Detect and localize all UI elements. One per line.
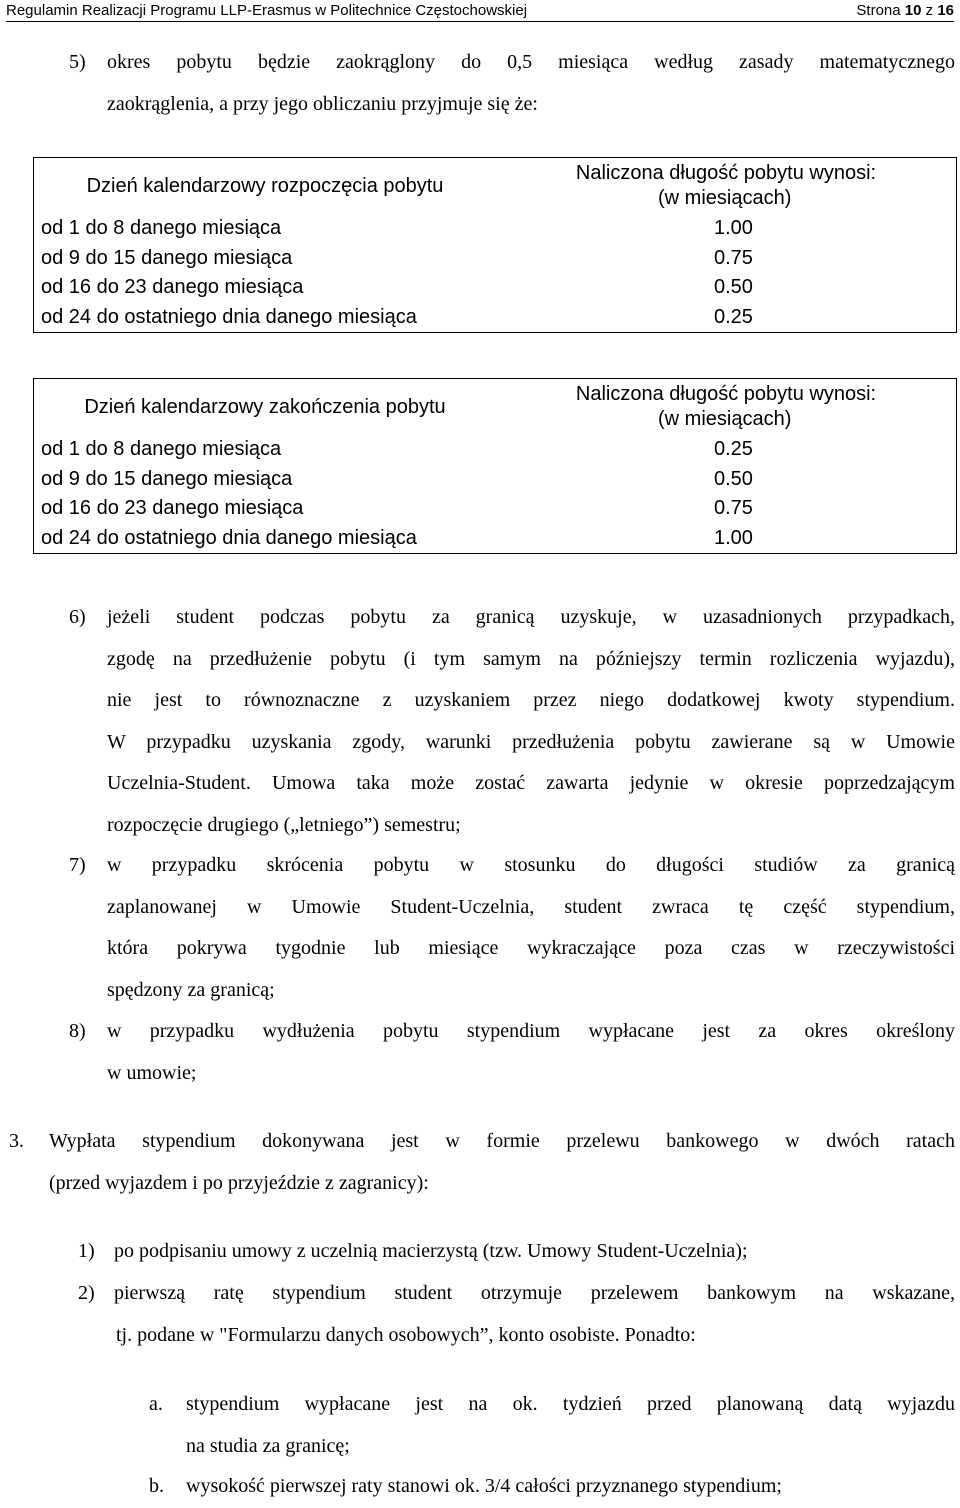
table-cell-value: 0.25	[714, 438, 753, 460]
sub-item-line: na studia za granicę;	[186, 1434, 350, 1457]
table-cell-value: 0.50	[714, 276, 753, 298]
table-row	[34, 494, 956, 524]
table-row	[34, 273, 956, 303]
table-header-day: Dzień kalendarzowy rozpoczęcia pobytu	[86, 174, 444, 197]
section-marker: 3.	[9, 1130, 24, 1152]
sub-item-marker: 1)	[78, 1240, 95, 1262]
sub-item-b	[149, 1466, 955, 1508]
item-6	[69, 597, 955, 846]
item-line: zaokrąglenia, a przy jego obliczaniu przyjmuje się że:	[107, 92, 538, 115]
sub-item-line: tj. podane w "Formularzu danych osobowych”, konto osobiste. Ponadto:	[116, 1323, 696, 1346]
section-3	[9, 1121, 955, 1204]
table-cell-value: 1.00	[714, 526, 753, 549]
page-total: 16	[937, 2, 954, 19]
table-header-length: Naliczona długość pobytu wynosi: (w miesiącach)	[575, 162, 877, 209]
item-line: zaplanowanej w Umowie Student-Uczelnia, student zwraca tę część stypendium,	[107, 895, 955, 918]
item-line: nie jest to równoznaczne z uzyskaniem przez niego dodatkowej kwoty stypendium.	[107, 689, 955, 711]
item-line: spędzony za granicą;	[107, 978, 275, 1001]
item-marker: 6)	[69, 606, 86, 628]
section-line: Wypłata stypendium dokonywana jest w formie przelewu bankowego w dwóch ratach	[49, 1130, 955, 1152]
item-line: w przypadku skrócenia pobytu w stosunku do długości studiów za granicą	[107, 854, 955, 876]
table-cell-value: 0.75	[714, 246, 753, 269]
page-current: 10	[904, 2, 922, 19]
table-cell-value: 1.00	[714, 217, 753, 239]
table-cell-range: od 16 do 23 danego miesiąca	[41, 497, 304, 519]
page-header	[6, 0, 954, 22]
item-line: jeżeli student podczas pobytu za granicą uzyskuje, w uzasadnionych przypadkach,	[107, 606, 955, 628]
table-header-row	[34, 379, 956, 435]
item-8	[69, 1011, 955, 1094]
table-cell-range: od 24 do ostatniego dnia danego miesiąca	[41, 526, 417, 549]
item-line: która pokrywa tygodnie lub miesiące wykraczające poza czas w rzeczywistości	[107, 937, 955, 959]
page-number	[856, 2, 954, 19]
table-cell-range: od 16 do 23 danego miesiąca	[41, 276, 304, 298]
table-header-row	[34, 158, 956, 214]
table-row	[34, 524, 956, 554]
sub-item-line: pierwszą ratę stypendium student otrzymuje przelewem bankowym na wskazane,	[114, 1282, 955, 1304]
sub-item-line: wysokość pierwszej raty stanowi ok. 3/4 całości przyznanego stypendium;	[186, 1475, 782, 1497]
item-marker: 8)	[69, 1020, 86, 1042]
table-cell-range: od 9 do 15 danego miesiąca	[41, 467, 293, 490]
item-7	[69, 845, 955, 1011]
item-marker: 5)	[69, 51, 86, 73]
table-cell-value: 0.50	[714, 467, 753, 490]
sub-item-marker: a.	[149, 1393, 163, 1415]
sub-item-a	[149, 1384, 955, 1467]
table-cell-range: od 1 do 8 danego miesiąca	[41, 217, 282, 239]
page-of: z	[925, 2, 934, 19]
sub-item-line: po podpisaniu umowy z uczelnią macierzystą (tzw. Umowy Student-Uczelnia);	[114, 1240, 748, 1262]
table-header-day: Dzień kalendarzowy zakończenia pobytu	[84, 395, 446, 418]
table-row	[34, 303, 956, 333]
table-row	[34, 465, 956, 495]
sub-item-marker: b.	[149, 1475, 164, 1497]
table-cell-value: 0.25	[714, 305, 753, 328]
item-line: W przypadku uzyskania zgody, warunki przedłużenia pobytu zawierane są w Umowie	[107, 730, 955, 753]
table-row	[34, 244, 956, 274]
page-label: Strona	[856, 2, 901, 19]
table-cell-range: od 24 do ostatniego dnia danego miesiąca	[41, 305, 417, 328]
item-line: w umowie;	[107, 1061, 197, 1084]
table-cell-range: od 1 do 8 danego miesiąca	[41, 438, 282, 460]
sub-item-2	[78, 1273, 955, 1356]
sub-item-marker: 2)	[78, 1282, 95, 1304]
table-cell-value: 0.75	[714, 497, 753, 519]
end-day-table	[34, 379, 956, 553]
section-line: (przed wyjazdem i po przyjeździe z zagranicy):	[49, 1171, 429, 1194]
table-row	[34, 214, 956, 244]
item-line: rozpoczęcie drugiego („letniego”) semestru;	[107, 813, 461, 836]
table-header-length: Naliczona długość pobytu wynosi: (w miesiącach)	[575, 383, 877, 430]
document-title: Regulamin Realizacji Programu LLP-Erasmus w Politechnice Częstochowskiej	[6, 2, 528, 19]
sub-item-1	[78, 1231, 955, 1273]
table-row	[34, 435, 956, 465]
table-cell-range: od 9 do 15 danego miesiąca	[41, 246, 293, 269]
item-line: Uczelnia-Student. Umowa taka może zostać zawarta jedynie w okresie poprzedzającym	[107, 772, 955, 794]
start-day-table	[34, 158, 956, 332]
item-marker: 7)	[69, 854, 86, 876]
item-5	[69, 42, 955, 125]
item-line: zgodę na przedłużenie pobytu (i tym samym na późniejszy termin rozliczenia wyjazdu),	[107, 647, 955, 670]
item-line: w przypadku wydłużenia pobytu stypendium wypłacane jest za okres określony	[107, 1020, 955, 1042]
sub-item-line: stypendium wypłacane jest na ok. tydzień przed planowaną datą wyjazdu	[186, 1393, 955, 1415]
item-line: okres pobytu będzie zaokrąglony do 0,5 miesiąca według zasady matematycznego	[107, 51, 955, 73]
